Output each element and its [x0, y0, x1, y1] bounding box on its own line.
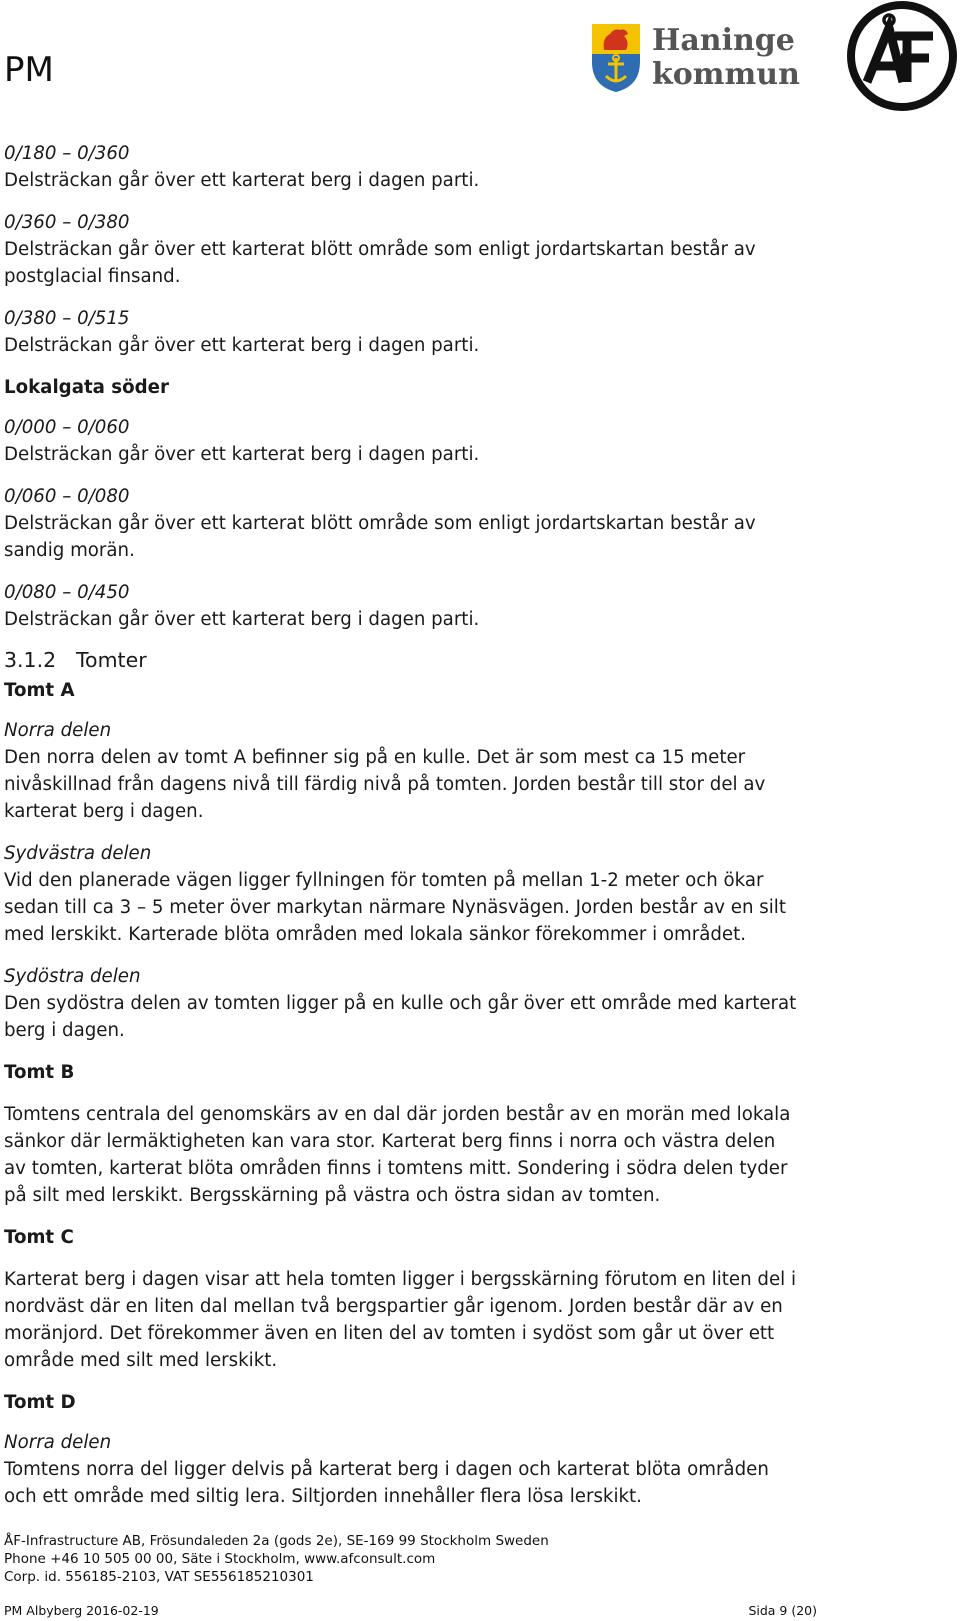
logo-line1: Haninge [652, 23, 795, 58]
section-title: Tomter [76, 648, 147, 672]
paragraph-line: Den sydöstra delen av tomten ligger på en kulle och går över ett område med karterat [4, 993, 797, 1014]
paragraph-line: med lerskikt. Karterade blöta områden med lokala sänkor förekommer i området. [4, 924, 747, 945]
paragraph-line: sänkor där lermäktigheten kan vara stor. Karterat berg finns i norra och västra delen [4, 1131, 776, 1152]
paragraph-line: berg i dagen. [4, 1020, 125, 1041]
section-number: 3.1.2 [4, 648, 57, 672]
paragraph-line: på silt med lerskikt. Bergsskärning på västra och östra sidan av tomten. [4, 1185, 661, 1206]
footer-doc-ref: PM Albyberg 2016-02-19 [4, 1603, 159, 1618]
footer-address [4, 1532, 549, 1586]
section-text: postglacial finsand. [4, 266, 181, 287]
section-text: sandig morän. [4, 540, 135, 561]
paragraph-line: Karterat berg i dagen visar att hela tomten ligger i bergsskärning förutom en liten del i [4, 1269, 797, 1290]
tomt-d-heading: Tomt D [4, 1392, 76, 1413]
section-range: 0/000 – 0/060 [4, 417, 130, 438]
footer-address-line: Phone +46 10 505 00 00, Säte i Stockholm, www.afconsult.com [4, 1551, 436, 1567]
section-text: Delsträckan går över ett karterat berg i dagen parti. [4, 335, 480, 356]
tomt-a-heading: Tomt A [4, 680, 75, 701]
paragraph-line: av tomten, karterat blöta områden finns i tomtens mitt. Sondering i södra delen tyder [4, 1158, 788, 1179]
paragraph-line: karterat berg i dagen. [4, 801, 204, 822]
section-range: 0/060 – 0/080 [4, 486, 130, 507]
subsection-label: Norra delen [4, 1432, 112, 1453]
footer-address-line: Corp. id. 556185-2103, VAT SE556185210301 [4, 1569, 314, 1585]
section-text: Delsträckan går över ett karterat blött område som enligt jordartskartan består av [4, 513, 756, 534]
footer-address-line: ÅF-Infrastructure AB, Frösundaleden 2a (gods 2e), SE-169 99 Stockholm Sweden [4, 1533, 549, 1549]
paragraph-line: område med silt med lerskikt. [4, 1350, 278, 1371]
tomt-b-heading: Tomt B [4, 1062, 75, 1083]
paragraph-line: Vid den planerade vägen ligger fyllningen för tomten på mellan 1-2 meter och ökar [4, 870, 764, 891]
paragraph-line: nordväst där en liten dal mellan två bergspartier går igenom. Jorden består där av en [4, 1296, 783, 1317]
document-body [4, 140, 944, 1510]
section-text: Delsträckan går över ett karterat berg i dagen parti. [4, 444, 480, 465]
footer-page-number: Sida 9 (20) [748, 1603, 817, 1618]
section-text: Delsträckan går över ett karterat berg i dagen parti. [4, 170, 480, 191]
haninge-kommun-logo [590, 18, 805, 94]
paragraph-line: Tomtens norra del ligger delvis på karterat berg i dagen och karterat blöta områden [4, 1459, 769, 1480]
paragraph-line: och ett område med siltig lera. Siltjorden innehåller flera lösa lerskikt. [4, 1486, 642, 1507]
section-range: 0/360 – 0/380 [4, 212, 130, 233]
paragraph-line: moränjord. Det förekommer även en liten del av tomten i sydöst som går ut över ett [4, 1323, 775, 1344]
page-title: PM [4, 50, 54, 90]
af-logo [845, 0, 960, 112]
section-text: Delsträckan går över ett karterat blött område som enligt jordartskartan består av [4, 239, 756, 260]
paragraph-line: Den norra delen av tomt A befinner sig på en kulle. Det är som mest ca 15 meter [4, 747, 746, 768]
subsection-label: Sydöstra delen [4, 966, 141, 987]
tomt-c-heading: Tomt C [4, 1227, 74, 1248]
paragraph-line: nivåskillnad från dagens nivå till färdig nivå på tomten. Jorden består till stor del av [4, 774, 766, 795]
logo-line2: kommun [652, 57, 800, 92]
section-heading [4, 646, 944, 674]
subsection-label: Sydvästra delen [4, 843, 152, 864]
section-text: Delsträckan går över ett karterat berg i dagen parti. [4, 609, 480, 630]
subsection-label: Norra delen [4, 720, 112, 741]
section-range: 0/380 – 0/515 [4, 308, 130, 329]
section-range: 0/180 – 0/360 [4, 143, 130, 164]
section-range: 0/080 – 0/450 [4, 582, 130, 603]
paragraph-line: Tomtens centrala del genomskärs av en dal där jorden består av en morän med lokala [4, 1104, 791, 1125]
subheading-lokalgata: Lokalgata söder [4, 377, 169, 398]
paragraph-line: sedan till ca 3 – 5 meter över markytan närmare Nynäsvägen. Jorden består av en silt [4, 897, 786, 918]
